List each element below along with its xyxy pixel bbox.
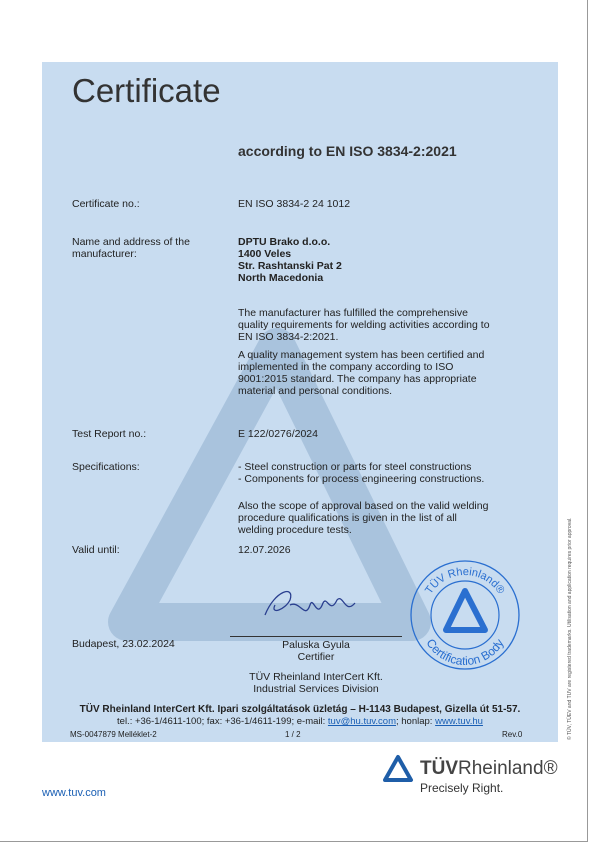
svg-text:TÜV Rheinland®: TÜV Rheinland® [423, 565, 507, 597]
cert-no-label: Certificate no.: [72, 198, 140, 210]
revision: Rev.0 [502, 730, 523, 739]
signature-line [230, 636, 402, 637]
signature [255, 585, 365, 630]
footer-contact: tel.: +36-1/4611-100; fax: +36-1/4611-199; e-mail: tuv@hu.tuv.com; honlap: www.tuv.hu [117, 716, 483, 727]
specifications-list: - Steel construction or parts for steel constructions - Components for process engineering constructions. [238, 461, 485, 485]
brand-slogan: Precisely Right. [420, 781, 504, 795]
signer-role: Certifier [297, 651, 335, 663]
place-date: Budapest, 23.02.2024 [72, 638, 175, 650]
test-report-no: E 122/0276/2024 [238, 428, 318, 440]
page-title: Certificate [72, 72, 221, 109]
manufacturer-label: Name and address of the manufacturer: [72, 236, 190, 260]
valid-until: 12.07.2026 [238, 544, 291, 556]
certification-stamp [408, 558, 522, 672]
document-id: MS-0047879 Melléklet-2 [70, 730, 157, 739]
org-division: Industrial Services Division [253, 683, 379, 695]
specifications-label: Specifications: [72, 461, 140, 473]
brand-logo: TÜVRheinland® [420, 758, 558, 779]
email-link[interactable]: tuv@hu.tuv.com [327, 716, 396, 727]
cert-no: EN ISO 3834-2 24 1012 [238, 198, 351, 210]
test-report-label: Test Report no.: [72, 428, 147, 440]
signer-name: Paluska Gyula [282, 639, 350, 651]
website-link[interactable]: www.tuv.hu [435, 716, 483, 727]
svg-text:Certification Body: Certification Body [423, 636, 507, 669]
page-number: 1 / 2 [285, 730, 301, 739]
manufacturer-address: DPTU Brako d.o.o. 1400 Veles Str. Rashtanski Pat 2 North Macedonia [238, 236, 342, 284]
paragraph-1: The manufacturer has fulfilled the comprehensive quality requirements for welding activities according to EN ISO 3834-2:2021. [238, 307, 490, 343]
paragraph-2: A quality management system has been certified and implemented in the company according to ISO 9001:2015 standard. The company has appropriate material and personal conditions. [238, 349, 485, 397]
trademark-note: © TÜV, TÜEV and TUV are registered trademarks. Utilisation and application requires prior approval. [567, 517, 573, 740]
tuv-triangle-logo-icon [382, 754, 416, 784]
footer-address: TÜV Rheinland InterCert Kft. Ipari szolgáltatások üzletág – H-1143 Budapest, Gizella út 51-57. [79, 704, 521, 715]
valid-until-label: Valid until: [72, 544, 120, 556]
tuv-website[interactable]: www.tuv.com [42, 787, 106, 799]
standard-subtitle: according to EN ISO 3834-2:2021 [238, 143, 457, 159]
org-name: TÜV Rheinland InterCert Kft. [249, 671, 383, 683]
paragraph-3: Also the scope of approval based on the valid welding procedure qualifications is given in the list of all welding procedure tests. [238, 500, 489, 536]
